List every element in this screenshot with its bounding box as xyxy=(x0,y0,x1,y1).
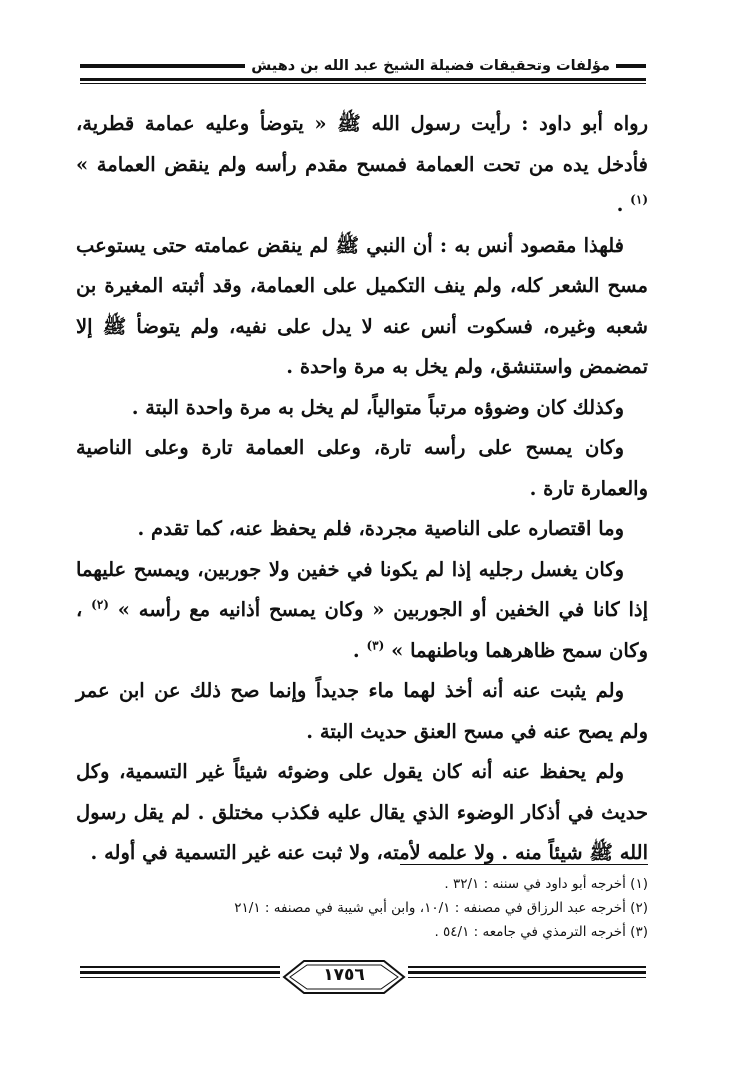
paragraph-text: وكان يمسح على رأسه تارة، وعلى العمامة تارة وعلى الناصية والعمارة تارة . xyxy=(76,436,648,500)
paragraph-tail: . xyxy=(616,193,624,216)
running-header xyxy=(80,56,646,82)
paragraph-text: رواه أبو داود : رأيت رسول الله ﷺ « يتوضأ وعليه عمامة قطرية، فأدخل يده من تحت العمامة فمسح مقدم رأسه ولم ينقض العمامة » xyxy=(76,112,648,176)
footnote-ref: (٢) xyxy=(91,597,109,612)
header-rule-thin xyxy=(80,83,646,84)
footnote-ref: (١) xyxy=(630,192,648,207)
header-rule-thick xyxy=(80,78,646,81)
page-footer xyxy=(80,958,646,998)
footnotes xyxy=(120,872,648,944)
paragraph-text-mid: ، وكان سمح ظاهرهما وباطنهما » xyxy=(76,598,648,662)
paragraph-text: ولم يحفظ عنه أنه كان يقول على وضوئه شيئاً غير التسمية، وكل حديث في أذكار الوضوء الذي يقال عليه فكذب مختلق . لم يقل رسول الله ﷺ شيئاً منه . ولا علمه لأمته، ولا ثبت عنه غير التسمية في أوله . xyxy=(76,760,648,864)
paragraph-3 xyxy=(76,388,648,429)
paragraph-text: وما اقتصاره على الناصية مجردة، فلم يحفظ عنه، كما تقدم . xyxy=(137,517,624,540)
paragraph-text: ولم يثبت عنه أنه أخذ لهما ماء جديداً وإنما صح ذلك عن ابن عمر ولم يصح عنه في مسح العنق حديث البتة . xyxy=(76,679,648,743)
paragraph-text: وكذلك كان وضوؤه مرتباً متوالياً، لم يخل به مرة واحدة البتة . xyxy=(131,395,624,419)
footnote-2: (٢) أخرجه عبد الرزاق في مصنفه : ١٠/١، وابن أبي شيبة في مصنفه : ٢١/١ xyxy=(234,900,648,916)
footnote-3: (٣) أخرجه الترمذي في جامعه : ٥٤/١ . xyxy=(434,924,648,940)
header-title: مؤلفات وتحقيقات فضيلة الشيخ عبد الله بن دهيش xyxy=(245,56,616,76)
paragraph-7 xyxy=(76,671,648,752)
paragraph-tail: . xyxy=(352,638,360,662)
paragraph-2 xyxy=(76,226,648,388)
paragraph-1 xyxy=(76,104,648,226)
page-number-frame xyxy=(280,958,408,994)
body-text xyxy=(76,104,648,874)
paragraph-8 xyxy=(76,752,648,874)
paragraph-text: فلهذا مقصود أنس به : أن النبي ﷺ لم ينقض عمامته حتى يستوعب مسح الشعر كله، ولم ينف التكميل على العمامة، وقد أثبته المغيرة بن شعبه وغيره، فسكوت أنس عنه لا يدل على نفيه، ولم يتوضأ ﷺ إلا تمضمض واستنشق، ولم يخل به مرة واحدة . xyxy=(76,233,648,378)
page-number: ١٧٥٦ xyxy=(323,965,365,985)
paragraph-6 xyxy=(76,550,648,672)
footnote-ref: (٣) xyxy=(366,638,385,652)
paragraph-text: وكان يغسل رجليه إذا لم يكونا في خفين ولا جوربين، ويمسح عليهما إذا كانا في الخفين أو الجوربين « وكان يمسح أذانيه مع رأسه » xyxy=(76,557,648,621)
footnote-separator xyxy=(400,864,648,865)
header-bar-right xyxy=(616,64,646,68)
footnote-1: (١) أخرجه أبو داود في سننه : ٣٢/١ . xyxy=(444,876,648,892)
paragraph-5 xyxy=(76,509,648,550)
paragraph-4 xyxy=(76,428,648,509)
